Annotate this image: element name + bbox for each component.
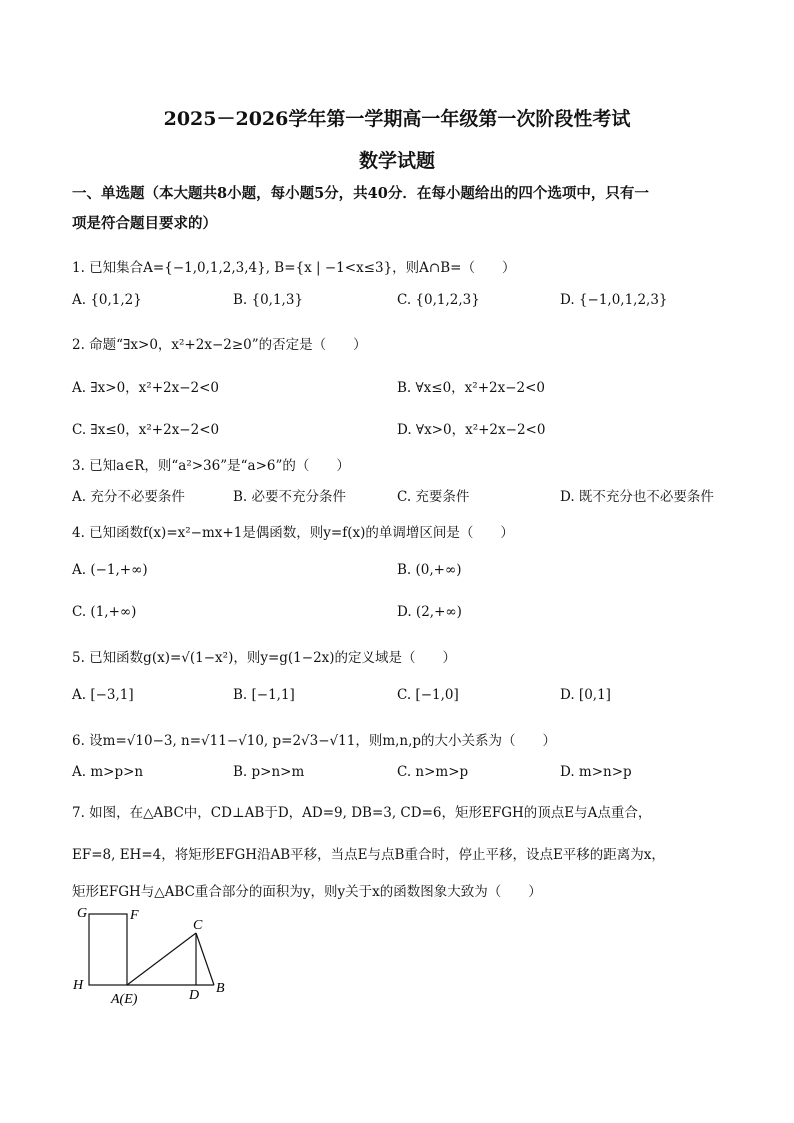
- question-2-option-d: D. ∀x>0，x²+2x−2<0: [397, 422, 546, 438]
- rectangle-efgh: [89, 914, 127, 985]
- question-1-option-b: B. {0,1,3}: [233, 292, 304, 308]
- question-4-stem: 4. 已知函数f(x)=x²−mx+1是偶函数，则y=f(x)的单调增区间是（ ）: [72, 525, 514, 541]
- question-3-stem: 3. 已知a∈R，则“a²>36”是“a>6”的（ ）: [72, 458, 350, 474]
- question-4-option-a: A. (−1,+∞): [72, 562, 148, 578]
- question-1-option-c: C. {0,1,2,3}: [397, 292, 480, 308]
- question-3-option-b: B. 必要不充分条件: [233, 489, 347, 505]
- question-1-option-d: D. {−1,0,1,2,3}: [560, 292, 668, 308]
- segment-cb: [196, 933, 214, 985]
- question-6-stem: 6. 设m=√10−3, n=√11−√10, p=2√3−√11，则m,n,p的大小关系为（ ）: [72, 733, 557, 749]
- question-4-option-c: C. (1,+∞): [72, 604, 137, 620]
- question-2-stem: 2. 命题“∃x>0，x²+2x−2≥0”的否定是（ ）: [72, 337, 367, 353]
- question-5-option-d: D. [0,1]: [560, 687, 611, 703]
- question-5-option-c: C. [−1,0]: [397, 687, 459, 703]
- question-7-stem-line1: 7. 如图，在△ABC中，CD⊥AB于D，AD=9, DB=3, CD=6，矩形EFGH的顶点E与A点重合，: [72, 805, 652, 821]
- question-3-option-a: A. 充分不必要条件: [72, 489, 185, 505]
- label-f: F: [130, 908, 139, 923]
- section-heading-line1: 一、单选题（本大题共8小题，每小题5分，共40分．在每小题给出的四个选项中，只有一: [72, 185, 649, 202]
- exam-subtitle: 数学试题: [358, 150, 435, 172]
- question-6-option-a: A. m>p>n: [72, 764, 144, 780]
- question-5-option-b: B. [−1,1]: [233, 687, 295, 703]
- question-1-stem: 1. 已知集合A={−1,0,1,2,3,4}, B={x | −1<x≤3}，则A∩B=（ ）: [72, 260, 516, 276]
- question-7-stem-line2: EF=8, EH=4，将矩形EFGH沿AB平移，当点E与点B重合时，停止平移，设点E平移的距离为x，: [72, 847, 665, 863]
- question-5-stem: 5. 已知函数g(x)=√(1−x²)，则y=g(1−2x)的定义域是（ ）: [72, 650, 457, 666]
- question-1-option-a: A. {0,1,2}: [72, 292, 142, 308]
- question-6-option-d: D. m>n>p: [560, 764, 632, 780]
- label-h: H: [73, 978, 84, 993]
- geometry-figure: [60, 900, 240, 1010]
- label-a-e: A(E): [111, 992, 138, 1007]
- question-6-option-c: C. n>m>p: [397, 764, 469, 780]
- label-d: D: [189, 988, 200, 1003]
- question-2-option-a: A. ∃x>0，x²+2x−2<0: [72, 380, 220, 396]
- question-3-option-d: D. 既不充分也不必要条件: [560, 489, 714, 505]
- label-b: B: [216, 981, 225, 996]
- question-6-option-b: B. p>n>m: [233, 764, 305, 780]
- question-4-option-b: B. (0,+∞): [397, 562, 462, 578]
- question-2-option-c: C. ∃x≤0，x²+2x−2<0: [72, 422, 220, 438]
- exam-title: 2025－2026学年第一学期高一年级第一次阶段性考试: [163, 108, 631, 130]
- section-heading-line2: 项是符合题目要求的）: [72, 215, 217, 232]
- question-4-option-d: D. (2,+∞): [397, 604, 462, 620]
- label-c: C: [193, 918, 203, 933]
- question-2-option-b: B. ∀x≤0，x²+2x−2<0: [397, 380, 546, 396]
- segment-ac: [127, 933, 196, 985]
- question-3-option-c: C. 充要条件: [397, 489, 470, 505]
- question-5-option-a: A. [−3,1]: [72, 687, 134, 703]
- label-g: G: [77, 906, 88, 921]
- question-7-stem-line3: 矩形EFGH与△ABC重合部分的面积为y，则y关于x的函数图象大致为（ ）: [72, 884, 542, 900]
